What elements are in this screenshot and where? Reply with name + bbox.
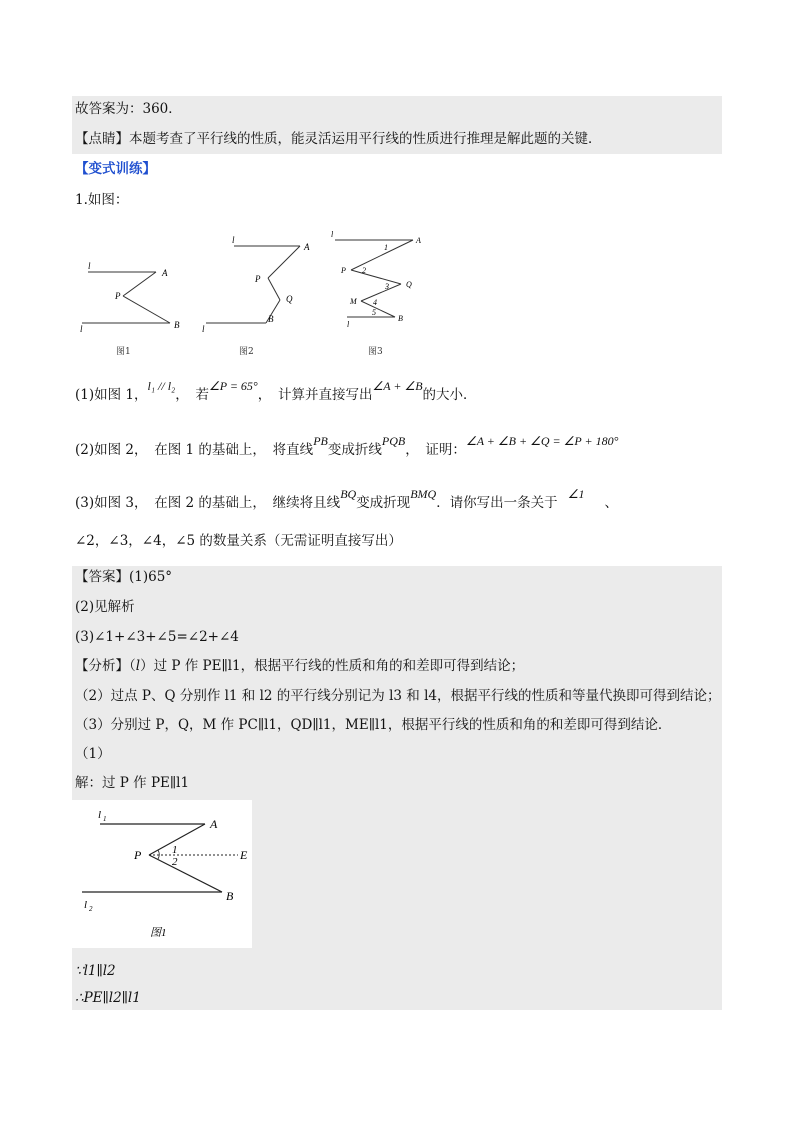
question-3 [75, 487, 618, 513]
fig1-caption: 图1 [116, 347, 131, 357]
fig3-n5-label: 5 [372, 308, 376, 317]
fig3-M-label: M [350, 297, 357, 306]
sol-fig-n2-label: 2 [172, 856, 178, 868]
figure-2 [200, 232, 310, 342]
q2-text-a: (2)如图 2， 在图 1 的基础上， 将直线 [75, 442, 314, 458]
fig3-n2-label: 2 [362, 266, 366, 275]
fig3-Q-label: Q [406, 280, 412, 289]
dianjing-tag: 【点睛】 [75, 131, 129, 147]
answer-2: (2)见解析 [75, 599, 135, 615]
fig1-B-label: B [174, 320, 180, 330]
question-1 [75, 379, 477, 405]
q1-text-d: 的大小． [422, 387, 477, 403]
fig3-A-label: A [416, 236, 421, 245]
fig2-caption: 图2 [239, 347, 254, 357]
sol-fig-E-label: E [240, 848, 248, 862]
fig1-P-label: P [115, 291, 121, 301]
analysis-p1-a: （ [129, 658, 136, 674]
fig1-l1-label: l [88, 261, 91, 271]
fig1-l2-label: l [80, 324, 83, 334]
sol-fig-l1-label: l [98, 809, 102, 821]
prev-answer-line: 故答案为：360． [75, 101, 182, 117]
answer-tag: 【答案】 [75, 569, 129, 585]
q3-math-bq: BQ [340, 487, 357, 501]
fig3-B-label: B [398, 314, 403, 323]
problem-intro: 1.如图： [75, 192, 129, 208]
dianjing-text: 本题考查了平行线的性质，能灵活运用平行线的性质进行推理是解此题的关键． [129, 131, 602, 147]
q3-text-a: (3)如图 3， 在图 2 的基础上， 继续将且线 [75, 495, 341, 511]
dianjing-line [75, 129, 602, 149]
fig3-caption: 图3 [368, 347, 383, 357]
solution-therefore: ∴PE∥l2∥l1 [75, 990, 141, 1006]
analysis-line-1 [75, 656, 524, 676]
fig2-A-label: A [304, 242, 310, 252]
q1-math-angle-p: ∠P = 65° [208, 379, 258, 393]
solution-figure [72, 800, 252, 948]
q2-math-equation: ∠A + ∠B + ∠Q = ∠P + 180° [465, 434, 619, 448]
sol-fig-n1-label: 1 [172, 844, 178, 856]
q3-text-c: ．请你写出一条关于 [436, 495, 558, 511]
solution-line-1: 解：过 P 作 PE∥l1 [75, 775, 190, 791]
question-2 [75, 434, 619, 460]
fig3-P-label: P [341, 266, 346, 275]
sol-fig-caption: 图1 [150, 927, 167, 939]
fig2-P-label: P [255, 274, 261, 284]
q1-math-sum: ∠A + ∠B [372, 379, 423, 393]
q3-text-b: 变成折现 [356, 495, 411, 511]
sol-fig-l1-sub: 1 [103, 815, 107, 823]
analysis-line-2: （2）过点 P、Q 分别作 l1 和 l2 的平行线分别记为 l3 和 l4，根据平行线的性质和等量代换即可得到结论； [75, 688, 721, 704]
q2-text-c: ， 证明： [405, 442, 466, 458]
sol-fig-l2-label: l [84, 899, 88, 911]
q3-math-bmq: BMQ [410, 487, 437, 501]
q2-math-pqb: PQB [381, 434, 406, 448]
answer-1: (1)65° [129, 569, 173, 585]
question-3-line2: ∠2，∠3，∠4，∠5 的数量关系（无需证明直接写出） [75, 533, 402, 549]
answer-3: (3)∠1+∠3+∠5=∠2+∠4 [75, 629, 239, 645]
figure-1 [78, 258, 188, 338]
analysis-line-4: （1） [75, 746, 111, 762]
fig2-l1-label: l [232, 235, 235, 245]
q1-math-parallel: l₁ // l₂ [147, 379, 176, 393]
q1-text-a: (1)如图 1， [75, 387, 148, 403]
fig2-Q-label: Q [286, 294, 293, 304]
answer-line-1 [75, 567, 172, 587]
q3-math-angle1: ∠1 [567, 487, 585, 501]
sol-fig-P-label: P [134, 848, 142, 862]
sol-fig-A-label: A [210, 817, 218, 831]
section-title: 【变式训练】 [75, 161, 156, 177]
sol-fig-l2-sub: 2 [89, 905, 93, 913]
figure-3 [325, 226, 425, 338]
fig2-l2-label: l [202, 324, 205, 334]
solution-because: ∵l1∥l2 [75, 963, 116, 979]
fig3-l1-label: l [331, 230, 334, 239]
sol-fig-B-label: B [226, 889, 234, 903]
analysis-tag: 【分析】 [75, 658, 129, 674]
fig3-l2-label: l [347, 320, 350, 329]
fig3-n4-label: 4 [373, 298, 377, 307]
fig1-A-label: A [162, 268, 168, 278]
analysis-p1-b: ）过 P 作 PE∥l1，根据平行线的性质和角的和差即可得到结论； [140, 658, 525, 674]
q2-text-b: 变成折线 [327, 442, 382, 458]
fig3-n1-label: 1 [384, 243, 388, 252]
analysis-line-3: （3）分别过 P，Q，M 作 PC∥l1，QD∥l1，ME∥l1，根据平行线的性质和角的和差即可得到结论． [75, 717, 672, 733]
q1-text-c: ， 计算并直接写出 [257, 387, 373, 403]
q3-text-d: 、 [604, 495, 618, 511]
analysis-p1-l: l [135, 658, 141, 674]
fig3-n3-label: 3 [385, 282, 389, 291]
fig2-B-label: B [268, 314, 274, 324]
q2-math-pb: PB [313, 434, 328, 448]
q1-text-b: ， 若 [175, 387, 209, 403]
